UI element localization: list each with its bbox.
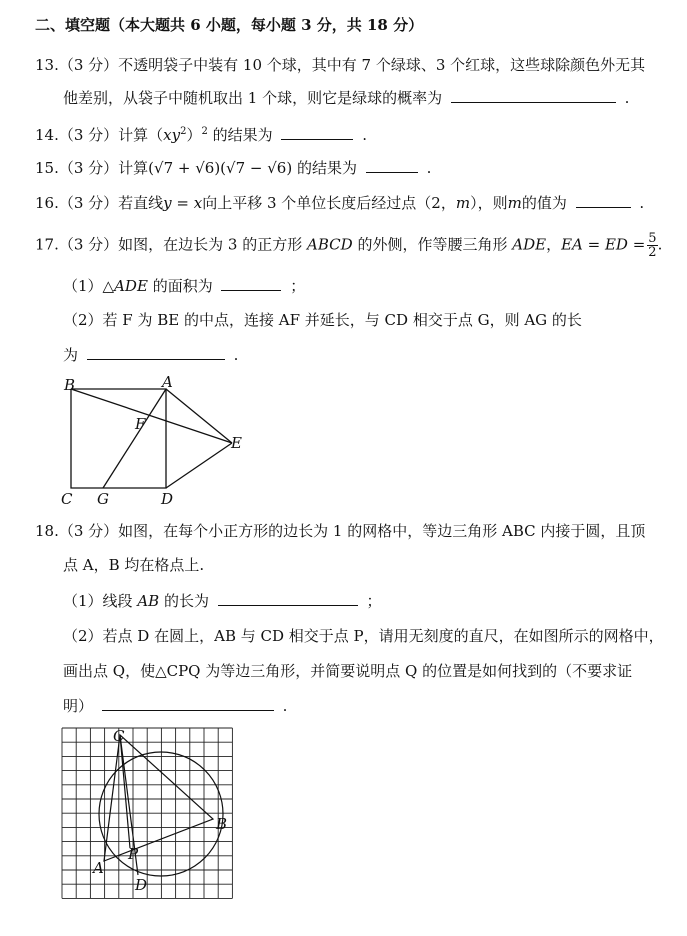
q17-p2-end: . <box>233 346 239 364</box>
q17-label-C: C <box>61 490 73 508</box>
q14-exp2: 2 <box>180 126 187 137</box>
q16-suffix: 的值为 <box>521 194 567 212</box>
q15 <box>35 158 431 178</box>
q18-line2: 点 A，B 均在格点上. <box>63 556 205 574</box>
q17-label-A: A <box>162 373 173 391</box>
q18-figure <box>55 722 245 902</box>
q16-eq: y = x <box>163 194 203 212</box>
q17-square: ABCD <box>307 235 353 254</box>
q17-p2-text: 为 <box>63 346 79 364</box>
q17-line1 <box>35 232 662 259</box>
q18-label-P: P <box>128 845 139 863</box>
q17-p1-end: ； <box>290 277 306 295</box>
q17-mid: 的外侧，作等腰三角形 <box>357 235 508 254</box>
q18-line-CP <box>120 735 130 848</box>
q17-label-D: D <box>161 490 174 508</box>
q15-end: . <box>426 159 432 177</box>
q17-prefix: 17.（3 分）如图，在边长为 3 的正方形 <box>35 235 303 254</box>
q15-expr: (√7 + √6)(√7 − √6) <box>148 159 293 177</box>
q14-xy: xy <box>163 126 181 144</box>
q17-frac-den: 2 <box>648 245 657 260</box>
q17-label-B: B <box>64 376 76 394</box>
q13-end: . <box>624 89 630 107</box>
q16-rest: 向上平移 3 个单位长度后经过点（2， <box>202 194 456 212</box>
q18-part2-line2: 画出点 Q，使△CPQ 为等边三角形，并简要说明点 Q 的位置是如何找到的（不要求证 <box>63 662 633 680</box>
q18-p1-end: ； <box>366 592 382 610</box>
q18-label-A: A <box>93 859 104 877</box>
q17-mid2: ， <box>546 235 562 254</box>
q17-square-shape <box>71 389 166 488</box>
q18-line1: 18.（3 分）如图，在每个小正方形的边长为 1 的网格中，等边三角形 ABC 内接于圆，且顶 <box>35 522 646 540</box>
q14-prefix: 14.（3 分）计算（ <box>35 126 164 144</box>
q17-frac-num: 5 <box>648 231 657 246</box>
q17-triangle: ADE <box>512 235 547 254</box>
q15-answer-blank[interactable] <box>366 158 418 173</box>
q13-answer-blank[interactable] <box>451 88 616 103</box>
q17-label-E: E <box>231 434 242 452</box>
q18-p2-text: 明） <box>63 697 94 715</box>
q18-p2-answer-blank[interactable] <box>102 696 274 711</box>
q18-triangle-ABC <box>104 735 213 861</box>
q17-part2-line2 <box>63 345 238 365</box>
q17-part2-line1: （2）若 F 为 BE 的中点，连接 AF 并延长，与 CD 相交于点 G，则 AG 的长 <box>63 311 582 329</box>
q17-figure <box>55 372 255 512</box>
q17-fraction <box>647 232 657 259</box>
q18-part2-line3 <box>63 696 287 716</box>
q14-exp: 2 <box>201 126 208 137</box>
q17-line-DE <box>166 443 232 488</box>
q18-part1 <box>63 591 382 611</box>
q17-p1-suffix: 的面积为 <box>152 277 213 295</box>
q17-line-BE <box>71 389 232 443</box>
q18-part2-line1: （2）若点 D 在圆上，AB 与 CD 相交于点 P，请用无刻度的直尺，在如图所示的网格中， <box>63 627 664 645</box>
q17-label-G: G <box>97 490 109 508</box>
q16-prefix: 16.（3 分）若直线 <box>35 194 164 212</box>
q13-line1: 13.（3 分）不透明袋子中装有 10 个球，其中有 7 个绿球、3 个红球，这些球除颜色外无其 <box>35 56 646 74</box>
q17-p1-prefix: （1）△ <box>63 277 115 295</box>
q18-p1-suffix: 的长为 <box>163 592 209 610</box>
q16-rest2: ），则 <box>470 194 508 212</box>
q18-p1-answer-blank[interactable] <box>218 591 358 606</box>
q16-answer-blank[interactable] <box>576 193 631 208</box>
q16-m2: m <box>507 194 522 212</box>
q14-answer-blank[interactable] <box>281 125 353 140</box>
q17-eq: EA = ED = <box>561 235 646 254</box>
q17-line-AG <box>103 389 166 488</box>
q13-text: 他差别，从袋子中随机取出 1 个球，则它是绿球的概率为 <box>63 89 443 107</box>
q16 <box>35 193 644 213</box>
q18-label-C: C <box>113 727 125 745</box>
q17-label-F: F <box>135 415 146 433</box>
q15-suffix: 的结果为 <box>296 159 357 177</box>
q17-part1 <box>63 276 305 296</box>
q17-p1-answer-blank[interactable] <box>221 276 281 291</box>
q13-line2 <box>63 88 629 108</box>
q16-end: . <box>639 194 645 212</box>
q14 <box>35 122 367 145</box>
section-title: 二、填空题（本大题共 6 小题，每小题 3 分，共 18 分） <box>35 16 424 34</box>
q17-p2-answer-blank[interactable] <box>87 345 225 360</box>
q14-suffix: 的结果为 <box>212 126 273 144</box>
q18-p2-end: . <box>282 697 288 715</box>
q16-m: m <box>455 194 471 212</box>
q18-label-B: B <box>216 815 228 833</box>
q14-end: . <box>362 126 368 144</box>
q14-mid: ） <box>186 126 202 144</box>
q15-prefix: 15.（3 分）计算 <box>35 159 149 177</box>
q17-p1-tri: ADE <box>114 277 148 295</box>
q17-line-AE <box>166 389 232 443</box>
q18-label-D: D <box>135 876 148 894</box>
q17-end: . <box>657 235 663 254</box>
q18-p1-seg: AB <box>137 592 160 610</box>
q18-p1-prefix: （1）线段 <box>63 592 133 610</box>
